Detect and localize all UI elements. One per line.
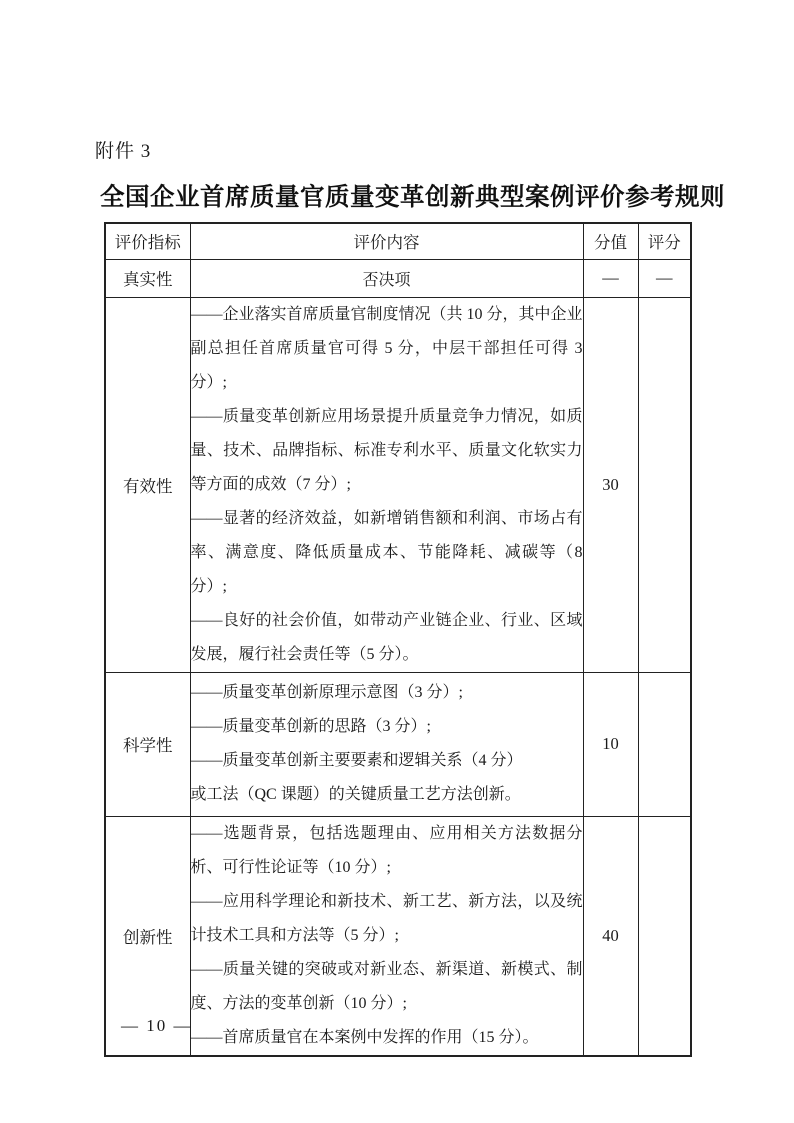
column-header-rating: 评分 xyxy=(638,223,691,259)
content-paragraph: ——质量变革创新的思路（3 分）; xyxy=(190,718,431,735)
score-innovation: 40 xyxy=(583,816,638,1056)
indicator-innovation: 创新性 xyxy=(105,816,190,1056)
score-effectiveness: 30 xyxy=(583,297,638,672)
column-header-content: 评价内容 xyxy=(190,223,583,259)
table-row-effectiveness xyxy=(105,297,691,672)
content-scientific xyxy=(190,672,583,816)
content-effectiveness xyxy=(190,297,583,672)
table-row-authenticity xyxy=(105,259,691,297)
attachment-label: 附件 3 xyxy=(95,141,152,162)
content-paragraph: ——选题背景，包括选题理由、应用相关方法数据分析、可行性论证等（10 分）; xyxy=(190,824,583,876)
rating-authenticity: — xyxy=(638,259,691,297)
content-paragraph: 或工法（QC 课题）的关键质量工艺方法创新。 xyxy=(190,786,521,803)
content-paragraph: ——显著的经济效益，如新增销售额和利润、市场占有率、满意度、降低质量成本、节能降耗、减碳等（8 分）; xyxy=(190,509,583,595)
indicator-effectiveness: 有效性 xyxy=(105,297,190,672)
content-paragraph: ——良好的社会价值，如带动产业链企业、行业、区域发展，履行社会责任等（5 分）。 xyxy=(190,611,583,663)
column-header-indicator: 评价指标 xyxy=(105,223,190,259)
column-header-score: 分值 xyxy=(583,223,638,259)
score-authenticity: — xyxy=(583,259,638,297)
table-row-scientific xyxy=(105,672,691,816)
content-innovation xyxy=(190,816,583,1056)
content-paragraph: ——质量变革创新主要要素和逻辑关系（4 分） xyxy=(190,752,523,769)
score-scientific: 10 xyxy=(583,672,638,816)
rating-effectiveness xyxy=(638,297,691,672)
content-paragraph: ——应用科学理论和新技术、新工艺、新方法，以及统计技术工具和方法等（5 分）; xyxy=(190,892,583,944)
content-paragraph: ——首席质量官在本案例中发挥的作用（15 分）。 xyxy=(190,1028,539,1046)
content-paragraph: ——质量变革创新应用场景提升质量竞争力情况，如质量、技术、品牌指标、标准专利水平、质量文化软实力等方面的成效（7 分）; xyxy=(190,407,583,493)
evaluation-rubric-table xyxy=(104,222,692,1057)
rating-innovation xyxy=(638,816,691,1056)
content-paragraph: ——质量变革创新原理示意图（3 分）; xyxy=(190,684,463,701)
content-authenticity: 否决项 xyxy=(190,259,583,297)
document-title: 全国企业首席质量官质量变革创新典型案例评价参考规则 xyxy=(100,184,725,211)
table-header-row xyxy=(105,223,691,259)
indicator-authenticity: 真实性 xyxy=(105,259,190,297)
indicator-scientific: 科学性 xyxy=(105,672,190,816)
rating-scientific xyxy=(638,672,691,816)
content-paragraph: ——质量关键的突破或对新业态、新渠道、新模式、制度、方法的变革创新（10 分）; xyxy=(190,960,583,1012)
page-number: — 10 — xyxy=(121,1016,193,1035)
content-paragraph: ——企业落实首席质量官制度情况（共 10 分，其中企业副总担任首席质量官可得 5 分，中层干部担任可得 3 分）; xyxy=(190,305,583,391)
